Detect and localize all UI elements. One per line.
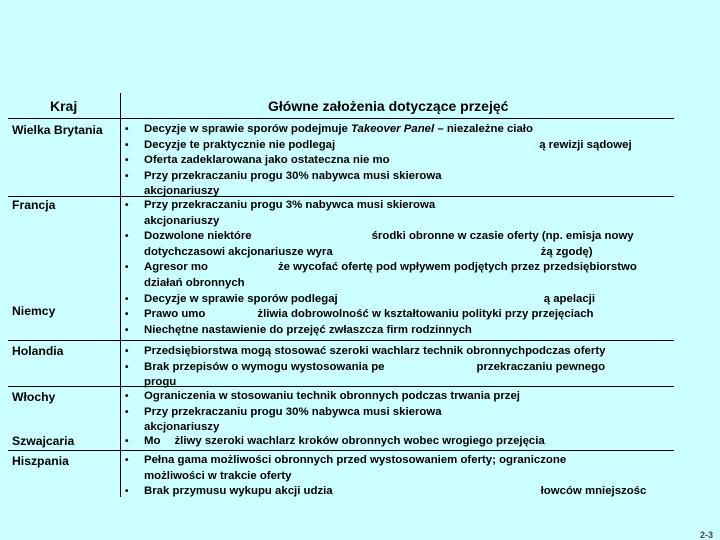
- item-text: Decyzje w sprawie sporów podejmuje: [144, 123, 351, 135]
- country-label: Hiszpania: [12, 454, 69, 468]
- bullet-icon: •: [125, 139, 129, 151]
- bullet-icon: •: [125, 346, 129, 357]
- bullet-icon: •: [125, 455, 129, 466]
- bullet-icon: •: [125, 391, 129, 402]
- bullet-icon: •: [125, 436, 129, 447]
- item-text: Decyzje te praktycznie nie podlegaj: [144, 138, 336, 151]
- item-text-italic: Takeover Panel: [351, 123, 435, 135]
- item-text: – niezależne ciało: [434, 123, 533, 135]
- item-text: Brak przepisów o wymogu wystosowania pe: [144, 360, 385, 373]
- item-text: środki obronne w czasie oferty (np. emisja nowy: [371, 230, 634, 243]
- item-text: progu: [144, 376, 177, 389]
- country-label: Włochy: [12, 390, 56, 404]
- bullet-icon: •: [125, 324, 129, 336]
- row-divider-fr: [8, 196, 674, 197]
- country-label: Wielka Brytania: [12, 123, 103, 137]
- bullet-icon: •: [125, 170, 129, 182]
- bullet-icon: •: [125, 155, 129, 167]
- item-text: Agresor mo: [144, 261, 208, 274]
- item-text: Ograniczenia w stosowaniu technik obronnych podczas trwania przej: [144, 390, 520, 402]
- item-text: Niechętne nastawienie do przejęć zwłaszcza firm rodzinnych: [144, 323, 472, 336]
- item-text: ą rewizji sądowej: [539, 138, 632, 151]
- item-text: akcjonariuszy: [144, 214, 220, 227]
- country-label: Holandia: [12, 344, 64, 358]
- header-divider: [8, 118, 674, 119]
- item-text: Przy przekraczaniu progu 30% nabywca musi skierowa: [144, 169, 442, 182]
- country-label: Niemcy: [12, 304, 56, 318]
- item-text: łowców mniejszośc: [540, 485, 647, 498]
- item-text: możliwości w trakcie oferty: [144, 469, 292, 482]
- bullet-icon: •: [125, 486, 129, 498]
- column-divider: [120, 93, 121, 497]
- item-text: Przy przekraczaniu progu 30% nabywca musi skierowa: [144, 405, 442, 418]
- item-text: Mo: [144, 435, 161, 447]
- country-label: Szwajcaria: [12, 434, 75, 448]
- row-divider-es: [8, 450, 674, 451]
- bullet-icon: •: [125, 124, 129, 135]
- header-country: Kraj: [50, 98, 78, 114]
- row-divider-it: [8, 386, 674, 387]
- bullet-icon: •: [125, 262, 129, 274]
- bullet-icon: •: [125, 293, 129, 305]
- bullet-icon: •: [125, 309, 129, 320]
- item-text: Oferta zadeklarowana jako ostateczna nie mo: [144, 154, 390, 167]
- item-text: Decyzje w sprawie sporów podlegaj: [144, 292, 338, 305]
- bullet-icon: •: [125, 200, 129, 211]
- item-text: przekraczaniu pewnego: [476, 360, 606, 373]
- item-text: Przy przekraczaniu progu 3% nabywca musi skierowa: [144, 199, 436, 211]
- item-text: że wycofać ofertę pod wpływem podjętych przez przedsiębiorstwo: [277, 261, 637, 274]
- item-text: Dozwolone niektóre: [144, 230, 252, 243]
- bullet-icon: •: [125, 231, 129, 243]
- item-text: Przedsiębiorstwa mogą stosować szeroki wachlarz technik obronnychpodczas oferty: [144, 345, 606, 357]
- item-text: działań obronnych: [144, 276, 245, 289]
- bullet-icon: •: [125, 406, 129, 418]
- header-main: Główne założenia dotyczące przejęć: [268, 98, 509, 114]
- item-text: ą apelacji: [543, 292, 595, 305]
- item-text: Brak przymusu wykupu akcji udzia: [144, 485, 333, 498]
- item-text: żliwy szeroki wachlarz kroków obronnych wobec wrogiego przejęcia: [174, 435, 545, 447]
- page-number: 2-3: [700, 530, 714, 540]
- item-text: Prawo umo: [144, 308, 206, 320]
- bullet-icon: •: [125, 361, 129, 373]
- item-text: Pełna gama możliwości obronnych przed wystosowaniem oferty; ograniczone: [144, 454, 567, 466]
- item-text: akcjonariuszy: [144, 421, 220, 434]
- row-divider-nl: [8, 340, 674, 341]
- item-text: dotychczasowi akcjonariusze wyra: [144, 245, 333, 258]
- country-label: Francja: [12, 198, 56, 212]
- item-text: żliwia dobrowolność w kształtowaniu polityki przy przejęciach: [257, 308, 594, 320]
- item-text: żą zgodę): [540, 245, 593, 258]
- item-text: akcjonariuszy: [144, 185, 220, 198]
